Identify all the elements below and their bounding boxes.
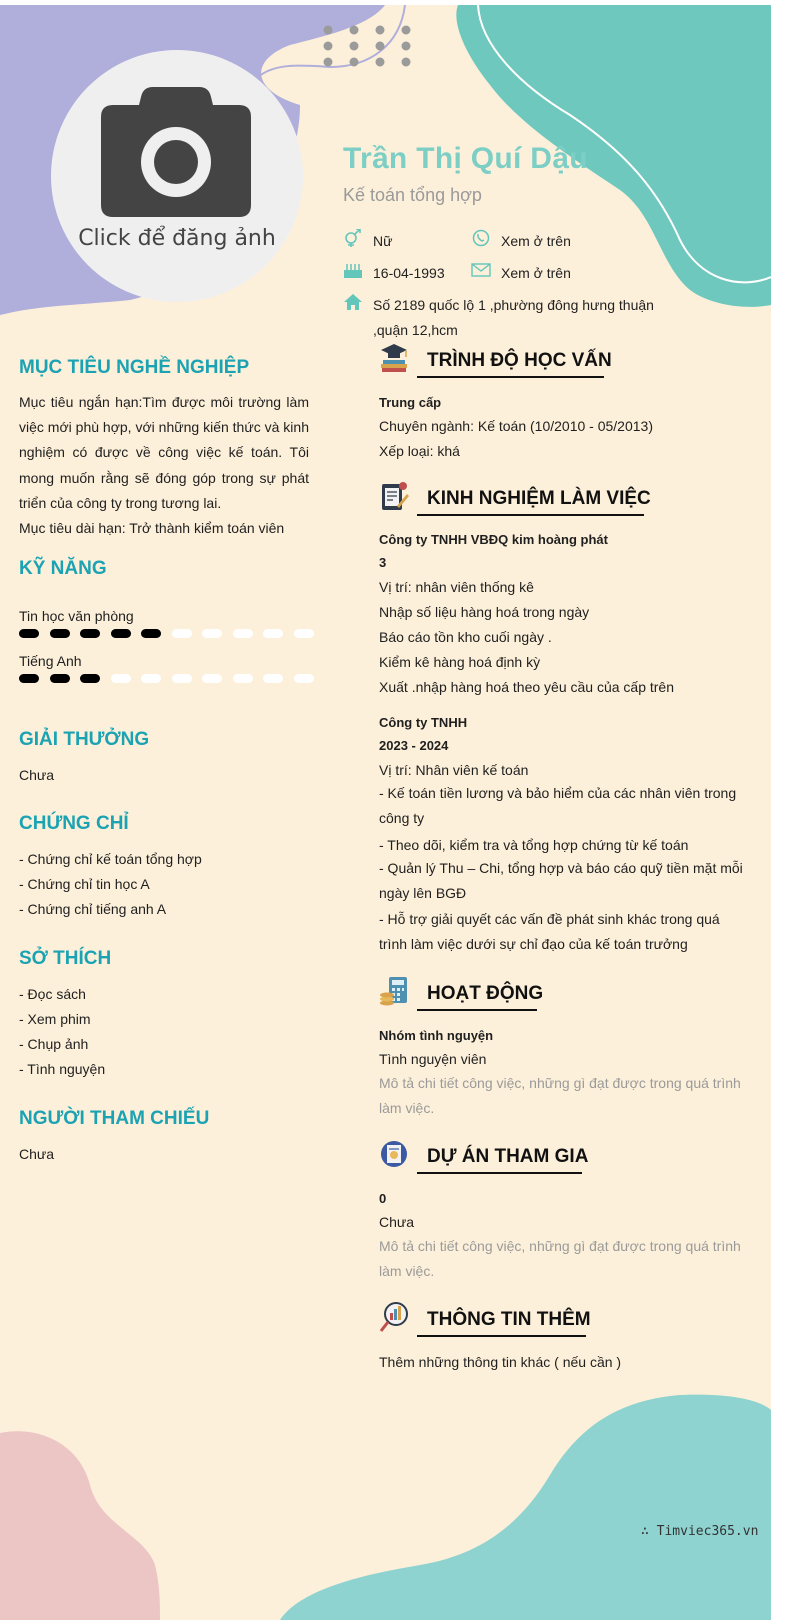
experience-title: KINH NGHIỆM LÀM VIỆC <box>427 488 651 509</box>
candidate-role: Kế toán tổng hợp <box>343 185 482 205</box>
education-grade: Xếp loại: khá <box>379 443 460 459</box>
project-description: Mô tả chi tiết công việc, những gì đạt được trong quá trình làm việc. <box>379 1238 741 1280</box>
skill-dot-empty <box>111 674 131 683</box>
job-line: - Hỗ trợ giải quyết các vấn đề phát sinh khác trong quá trình làm việc dưới sự chỉ đạo của kế toán trưởng <box>379 911 720 953</box>
graduation-books-icon <box>379 342 409 374</box>
education-major: Chuyên ngành: Kế toán (10/2010 - 05/2013) <box>379 418 653 434</box>
phone-icon <box>471 229 491 247</box>
hobby-item: - Xem phim <box>19 1011 91 1027</box>
skill-dot-filled <box>50 674 70 683</box>
skill-dot-filled <box>80 674 100 683</box>
section-underline <box>417 1009 537 1011</box>
address-line-2: ,quận 12,hcm <box>373 322 458 338</box>
skill-dot-filled <box>141 629 161 638</box>
job-line: - Theo dõi, kiểm tra và tổng hợp chứng từ kế toán <box>379 837 689 853</box>
skill-dot-empty <box>141 674 161 683</box>
section-underline <box>417 1335 586 1337</box>
skill-dot-empty <box>202 629 222 638</box>
education-school: Trung cấp <box>379 395 442 410</box>
address-line-1: Số 2189 quốc lộ 1 ,phường đông hưng thuận <box>373 297 654 313</box>
job-line: Báo cáo tồn kho cuối ngày . <box>379 629 552 645</box>
job-line: Xuất .nhập hàng hoá theo yêu cầu của cấp trên <box>379 679 675 695</box>
job-line: Nhập số liệu hàng hoá trong ngày <box>379 604 590 620</box>
skill-dot-empty <box>263 674 283 683</box>
job-line: - Quản lý Thu – Chi, tổng hợp và báo cáo quỹ tiền mặt mỗi ngày lên BGĐ <box>379 860 743 902</box>
watermark: ∴ Timviec365.vn <box>641 1524 759 1539</box>
skill-dot-filled <box>50 629 70 638</box>
hobby-item: - Đọc sách <box>19 986 86 1002</box>
skill-dot-empty <box>294 629 314 638</box>
project-name: 0 <box>379 1191 387 1206</box>
awards-title: GIẢI THƯỞNG <box>19 729 150 750</box>
job-company: Công ty TNHH VBĐQ kim hoàng phát <box>379 532 608 547</box>
references-text: Chưa <box>19 1146 55 1162</box>
birthday-value: 16-04-1993 <box>373 265 445 281</box>
job-line: - Kế toán tiền lương và bảo hiểm của các nhân viên trong công ty <box>379 785 737 827</box>
activity-org: Nhóm tình nguyện <box>379 1028 494 1043</box>
objective-short-term: Mục tiêu ngắn hạn:Tìm được môi trường làm việc mới phù hợp, với những kiến thức và kinh nghiệm có được về công việc kế toán. Tôi mong muốn rằng sẽ đóng góp trong sự phát triển của công ty trong tương lai. <box>19 394 309 511</box>
home-icon <box>343 293 363 311</box>
cv-page <box>0 5 771 1620</box>
additional-title: THÔNG TIN THÊM <box>427 1309 591 1330</box>
job-company: Công ty TNHH <box>379 715 468 730</box>
section-underline <box>417 514 644 516</box>
analytics-magnifier-icon <box>379 1301 409 1333</box>
email-icon <box>471 261 491 279</box>
activity-description: Mô tả chi tiết công việc, những gì đạt được trong quá trình làm việc. <box>379 1075 741 1117</box>
work-experience-icon <box>379 480 409 512</box>
email-value: Xem ở trên <box>501 265 571 281</box>
skill-level-bar <box>19 629 314 639</box>
gender-value: Nữ <box>373 233 393 249</box>
skill-dot-empty <box>202 674 222 683</box>
skill-dot-empty <box>263 629 283 638</box>
skill-dot-empty <box>294 674 314 683</box>
job-line: Vị trí: nhân viên thống kê <box>379 579 534 595</box>
skill-dot-filled <box>111 629 131 638</box>
birthday-cake-icon <box>343 261 363 279</box>
gender-icon <box>343 229 363 247</box>
job-period: 2023 - 2024 <box>379 738 449 753</box>
certificate-item: - Chứng chỉ kế toán tổng hợp <box>19 851 202 867</box>
certificates-title: CHỨNG CHỈ <box>19 813 129 834</box>
skill-level-bar <box>19 674 314 684</box>
activity-role: Tình nguyện viên <box>379 1051 487 1067</box>
hobby-item: - Tình nguyện <box>19 1061 106 1077</box>
hobbies-title: SỞ THÍCH <box>19 948 112 969</box>
job-period: 3 <box>379 555 387 570</box>
activities-title: HOẠT ĐỘNG <box>427 983 544 1004</box>
hobby-item: - Chụp ảnh <box>19 1036 89 1052</box>
coins-calculator-icon <box>379 975 409 1007</box>
projects-title: DỰ ÁN THAM GIA <box>427 1146 589 1167</box>
camera-icon <box>101 87 251 217</box>
skill-dot-filled <box>19 674 39 683</box>
job-line: Kiểm kê hàng hoá định kỳ <box>379 654 541 670</box>
certificate-item: - Chứng chỉ tiếng anh A <box>19 901 167 917</box>
objective-title: MỤC TIÊU NGHỀ NGHIỆP <box>19 357 250 378</box>
job-line: Vị trí: Nhân viên kế toán <box>379 762 529 778</box>
awards-text: Chưa <box>19 767 55 783</box>
phone-value: Xem ở trên <box>501 233 571 249</box>
skill-dot-filled <box>19 629 39 638</box>
education-title: TRÌNH ĐỘ HỌC VẤN <box>427 350 612 371</box>
objective-long-term: Mục tiêu dài hạn: Trở thành kiểm toán viên <box>19 520 285 536</box>
skill-dot-empty <box>172 674 192 683</box>
skill-name: Tiếng Anh <box>19 653 82 669</box>
skill-name: Tin học văn phòng <box>19 608 134 624</box>
certificate-item: - Chứng chỉ tin học A <box>19 876 150 892</box>
project-document-icon <box>379 1138 409 1170</box>
skills-title: KỸ NĂNG <box>19 558 107 579</box>
section-underline <box>417 1172 582 1174</box>
project-role: Chưa <box>379 1214 415 1230</box>
section-underline <box>417 376 604 378</box>
skill-dot-empty <box>233 674 253 683</box>
skill-dot-empty <box>233 629 253 638</box>
photo-upload-label: Click để đăng ảnh <box>78 226 276 251</box>
candidate-name: Trần Thị Quí Dậu <box>343 142 588 175</box>
skill-dot-filled <box>80 629 100 638</box>
photo-upload[interactable] <box>51 50 303 302</box>
additional-text: Thêm những thông tin khác ( nếu cần ) <box>379 1354 622 1370</box>
skill-dot-empty <box>172 629 192 638</box>
references-title: NGƯỜI THAM CHIẾU <box>19 1108 210 1129</box>
